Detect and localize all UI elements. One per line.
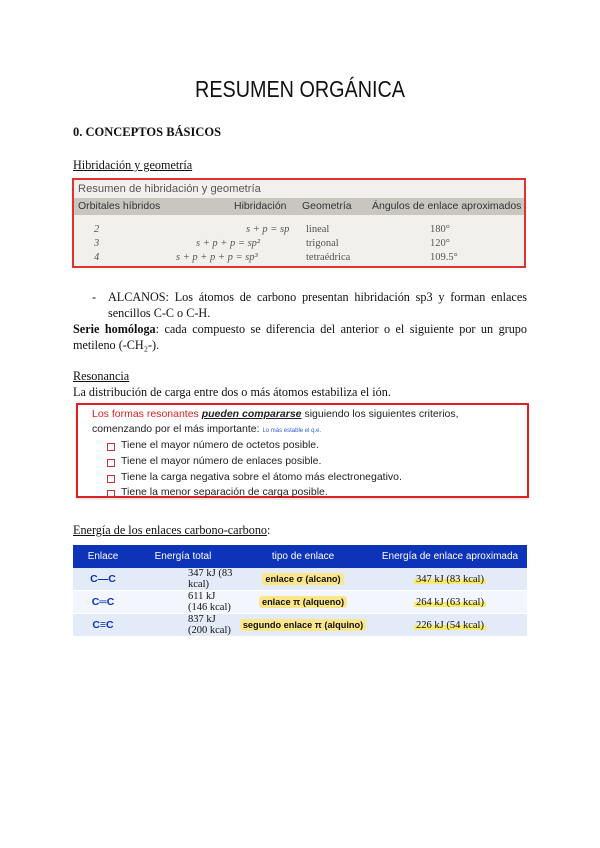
checkbox-icon xyxy=(107,490,115,498)
hibridacion-subtitle: Hibridación y geometría xyxy=(73,158,193,172)
table-row: C—C 347 kJ (83 kcal) enlace σ (alcano) 347 kJ (83 kcal) xyxy=(73,568,527,591)
checkbox-icon xyxy=(107,459,115,467)
header-tipo: tipo de enlace xyxy=(233,545,373,568)
energia-subtitle: Energía de los enlaces carbono-carbono: xyxy=(73,523,271,537)
table-row: C≡C 837 kJ (200 kcal) segundo enlace π (alquino) 226 kJ (54 kcal) xyxy=(73,614,527,637)
header-angulos: Ángulos de enlace aproximados xyxy=(372,200,522,212)
alcanos-line-1: ALCANOS: Los átomos de carbono presentan hibridación sp3 y forman enlaces xyxy=(108,290,527,304)
criterion-item: Tiene la menor separación de carga posible. xyxy=(121,486,328,498)
resonancia-subtitle: Resonancia xyxy=(73,369,130,383)
alcanos-line-2: sencillos C-C o C-H. xyxy=(108,306,211,320)
header-orbitales: Orbitales híbridos xyxy=(78,200,161,212)
resonancia-text: La distribución de carga entre dos o más átomos estabiliza el ión. xyxy=(73,385,391,399)
page-title: RESUMEN ORGÁNICA xyxy=(195,76,405,102)
table-header-row xyxy=(73,545,527,568)
serie-homologa-line-1 xyxy=(73,321,527,337)
header-energia-total: Energía total xyxy=(133,545,233,568)
criterion-item: Tiene la carga negativa sobre el átomo más electronegativo. xyxy=(121,471,402,483)
resonance-intro-line-1: Los formas resonantes pueden compararse siguiendo los siguientes criterios, xyxy=(92,408,459,420)
criterion-item: Tiene el mayor número de octetos posible. xyxy=(121,439,320,451)
table-row: C═C 611 kJ (146 kcal) enlace π (alqueno) 264 kJ (63 kcal) xyxy=(73,591,527,614)
table-caption: Resumen de hibridación y geometría xyxy=(78,183,261,195)
hybridization-table-image: Resumen de hibridación y geometría Orbitales híbridos Hibridación Geometría Ángulos de enlace aproximados 2 s + p = sp lineal 180° 3 s + p + p = sp² trigonal 120° 4 s + p + p + p = sp³ tetraédrica 109.5° xyxy=(72,178,526,268)
table-header xyxy=(74,198,524,215)
criterion-item: Tiene el mayor número de enlaces posible. xyxy=(121,455,322,467)
handwritten-note: Lo más estable el q.e. xyxy=(262,428,322,434)
header-enlace: Enlace xyxy=(73,545,133,568)
checkbox-icon xyxy=(107,475,115,483)
header-hibridacion: Hibridación xyxy=(234,200,287,212)
header-energia-aprox: Energía de enlace aproximada xyxy=(373,545,527,568)
checkbox-icon xyxy=(107,443,115,451)
bond-energy-table xyxy=(73,545,527,637)
serie-homologa-line-2: metileno (-CH₂-). xyxy=(73,338,160,352)
header-geometria: Geometría xyxy=(302,200,352,212)
bullet-dash: - xyxy=(92,290,97,304)
serie-homologa-text: : cada compuesto se diferencia del anterior o el siguiente por un grupo xyxy=(155,322,527,336)
resonance-intro-line-2: comenzando por el más importante: Lo más estable el q.e. xyxy=(92,423,322,435)
section-heading: 0. CONCEPTOS BÁSICOS xyxy=(73,125,222,139)
serie-homologa-term: Serie homóloga xyxy=(73,322,156,336)
resonance-criteria-box xyxy=(76,403,529,498)
